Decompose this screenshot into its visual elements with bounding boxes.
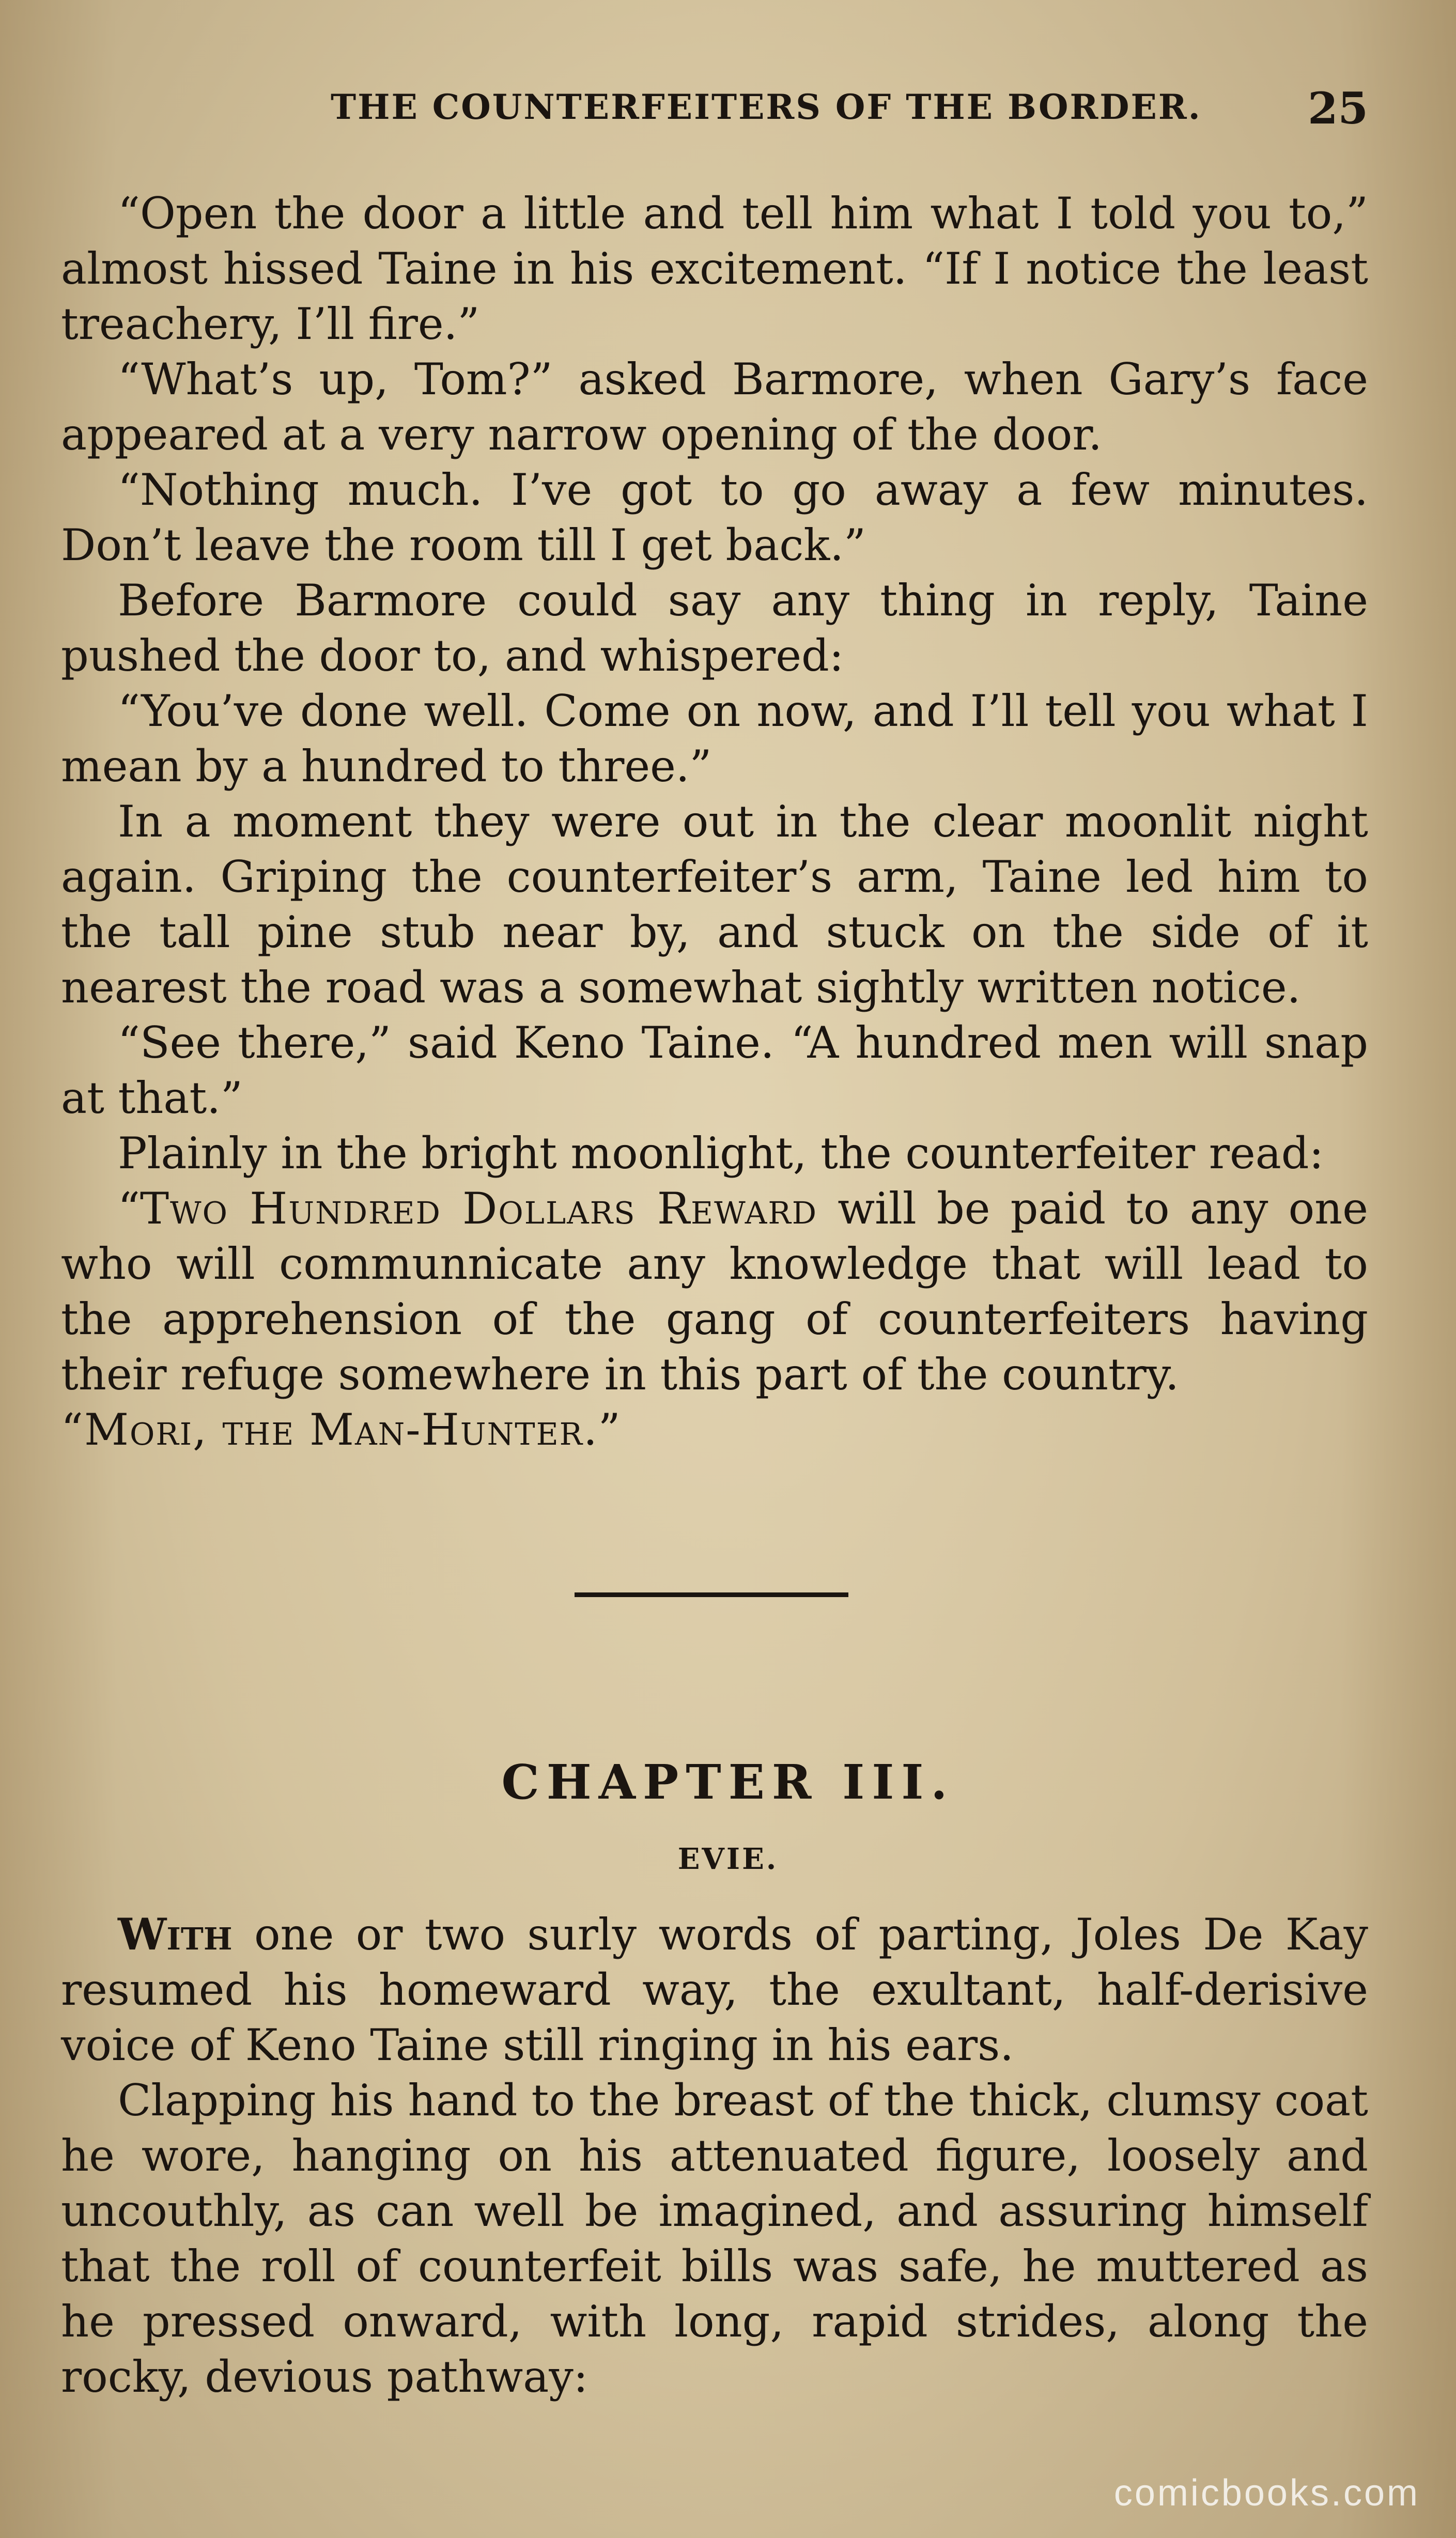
- notice-text: [61, 1181, 1368, 1402]
- notice-reward-heading: Two Hundred Dollars Reward: [140, 1183, 818, 1234]
- text-block-top: [61, 186, 1368, 1458]
- notice-signature: “Mori, the Man-Hunter.”: [61, 1404, 622, 1455]
- running-title: THE COUNTERFEITERS OF THE BORDER.: [331, 87, 1202, 127]
- paragraph: “See there,” said Keno Taine. “A hundred men will snap at that.”: [61, 1017, 1368, 1123]
- reward-notice: [61, 1181, 1368, 1458]
- chapter-title: CHAPTER III.: [501, 1754, 955, 1810]
- paragraph-text: one or two surly words of parting, Joles De Kay resumed his homeward way, the exultant, half-derisive voice of Keno Taine still ringing in his ears.: [61, 1909, 1368, 2070]
- section-divider: [575, 1592, 848, 1597]
- paragraph: [61, 1907, 1368, 2073]
- paragraph: Before Barmore could say any thing in reply, Taine pushed the door to, and whispered:: [61, 575, 1368, 681]
- paragraph: “Open the door a little and tell him what I told you to,” almost hissed Taine in his excitement. “If I notice the least treachery, I’ll fire.”: [61, 188, 1368, 349]
- paragraph: “You’ve done well. Come on now, and I’ll tell you what I mean by a hundred to three.”: [61, 686, 1368, 792]
- text-block-bottom: [61, 1907, 1368, 2405]
- opening-word: With: [118, 1909, 233, 1960]
- notice-open-quote: “: [118, 1183, 140, 1234]
- paragraph: Clapping his hand to the breast of the thick, clumsy coat he wore, hanging on his attenuated figure, loosely and uncouthly, as can well be imagined, and assuring himself that the roll of counterfeit bills was safe, he muttered as he pressed onward, with long, rapid strides, along the rocky, devious pathway:: [61, 2075, 1368, 2402]
- paragraph: “Nothing much. I’ve got to go away a few minutes. Don’t leave the room till I get back.”: [61, 465, 1368, 570]
- paragraph: In a moment they were out in the clear moonlit night again. Griping the counterfeiter’s arm, Taine led him to the tall pine stub near by, and stuck on the side of it nearest the road was a somewhat sightly written notice.: [61, 796, 1368, 1013]
- page-number: 25: [1308, 83, 1368, 134]
- paragraph: Plainly in the bright moonlight, the counterfeiter read:: [118, 1128, 1324, 1179]
- notice-body: will be paid to any one who will communnicate any knowledge that will lead to the apprehension of the gang of counterfeiters having their refuge somewhere in this part of the country.: [61, 1183, 1368, 1400]
- watermark: comicbooks.com: [1113, 2472, 1420, 2514]
- chapter-subtitle: EVIE.: [677, 1842, 779, 1876]
- paragraph: “What’s up, Tom?” asked Barmore, when Gary’s face appeared at a very narrow opening of the door.: [61, 354, 1368, 460]
